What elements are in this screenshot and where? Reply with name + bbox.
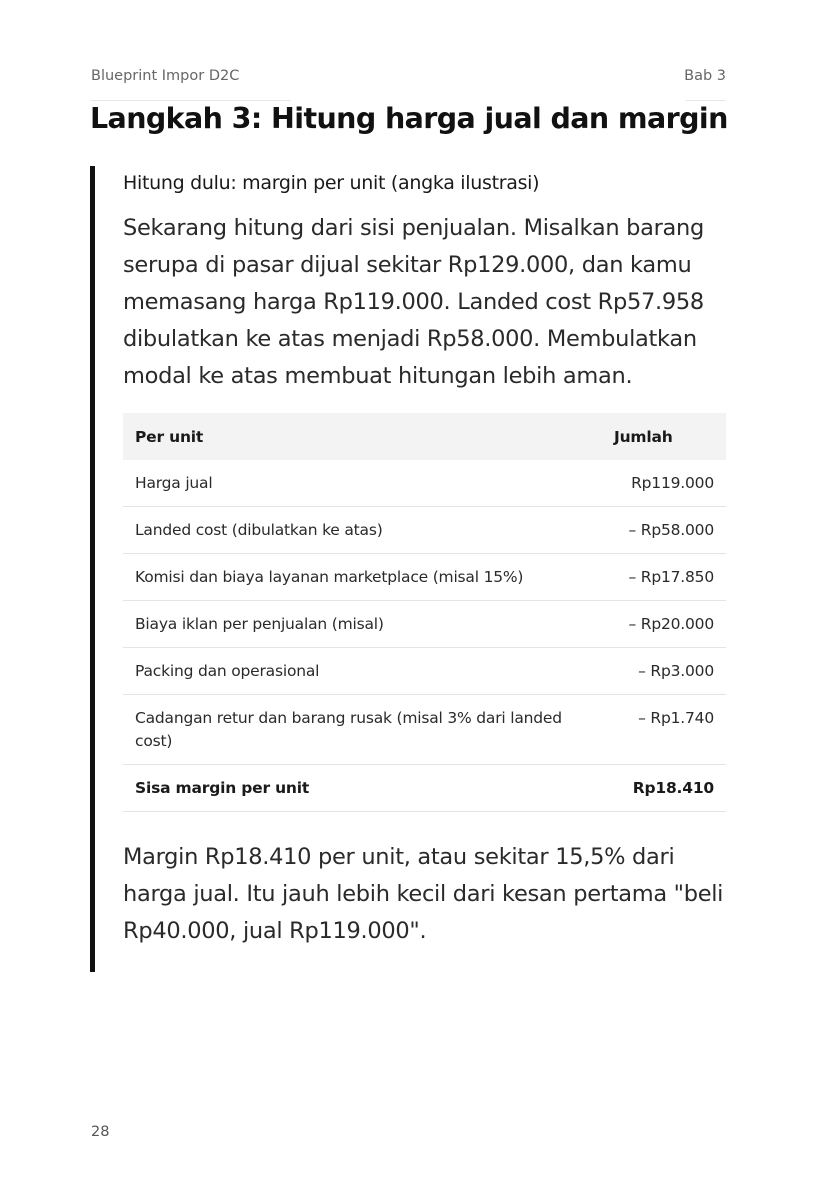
- row-label: Landed cost (dibulatkan ke atas): [123, 507, 614, 554]
- column-header-per-unit: Per unit: [123, 413, 614, 460]
- chapter-label: Bab 3: [684, 68, 726, 84]
- total-amount: Rp18.410: [614, 765, 726, 812]
- step-title: Langkah 3: Hitung harga jual dan margin: [90, 102, 728, 135]
- callout-title: Hitung dulu: margin per unit (angka ilustrasi): [123, 172, 540, 194]
- row-amount: Rp119.000: [614, 460, 726, 507]
- page-number: 28: [91, 1124, 110, 1140]
- row-amount: – Rp1.740: [614, 695, 726, 765]
- row-label: Packing dan operasional: [123, 648, 614, 695]
- table-row: [123, 507, 726, 554]
- table-row: [123, 554, 726, 601]
- row-amount: – Rp17.850: [614, 554, 726, 601]
- row-label: Cadangan retur dan barang rusak (misal 3% dari landed cost): [123, 695, 614, 765]
- table-row: [123, 601, 726, 648]
- table-row: [123, 460, 726, 507]
- row-amount: – Rp3.000: [614, 648, 726, 695]
- row-label: Harga jual: [123, 460, 614, 507]
- margin-table: [123, 413, 726, 812]
- margin-callout: [90, 166, 726, 972]
- row-amount: – Rp20.000: [614, 601, 726, 648]
- row-label: Komisi dan biaya layanan marketplace (misal 15%): [123, 554, 614, 601]
- book-title: Blueprint Impor D2C: [91, 68, 240, 84]
- column-header-amount: Jumlah: [614, 413, 726, 460]
- table-header-row: [123, 413, 726, 460]
- intro-paragraph: Sekarang hitung dari sisi penjualan. Misalkan barang serupa di pasar dijual sekitar Rp129.000, dan kamu memasang harga Rp119.000. Landed cost Rp57.958 dibulatkan ke atas menjadi Rp58.000. Membulatkan modal ke atas membuat hitungan lebih aman.: [123, 215, 704, 389]
- summary-paragraph: Margin Rp18.410 per unit, atau sekitar 15,5% dari harga jual. Itu jauh lebih kecil dari kesan pertama "beli Rp40.000, jual Rp119.000".: [123, 844, 724, 944]
- row-amount: – Rp58.000: [614, 507, 726, 554]
- total-label: Sisa margin per unit: [123, 765, 614, 812]
- table-total-row: [123, 765, 726, 812]
- callout-accent-bar: [90, 166, 95, 972]
- running-header: [91, 66, 726, 102]
- row-label: Biaya iklan per penjualan (misal): [123, 601, 614, 648]
- table-row: [123, 648, 726, 695]
- table-row: [123, 695, 726, 765]
